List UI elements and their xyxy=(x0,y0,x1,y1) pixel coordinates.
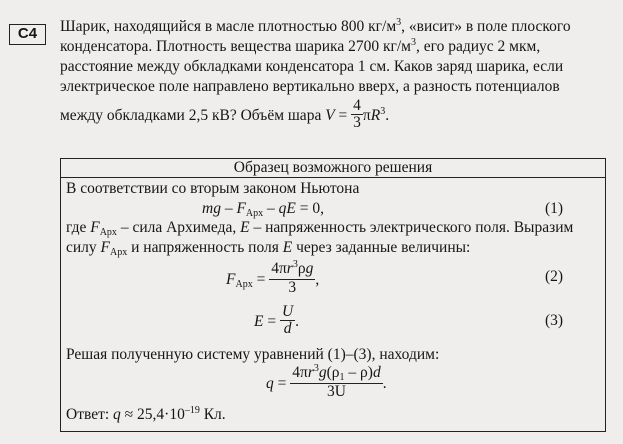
equation-3-number: (3) xyxy=(545,312,564,329)
solution-line-4: Решая полученную систему уравнений (1)–(3), находим: xyxy=(66,346,440,363)
solution-header-divider xyxy=(60,177,606,178)
volume-fraction: $\frac{4}{3}$ xyxy=(353,97,361,131)
equation-2-fraction: $\frac{4\pi r^3\rho g}{3}$ xyxy=(271,259,314,296)
equation-1: mg – $F_{Арх}$ – qE = 0, xyxy=(202,200,324,219)
problem-line-4: электрическое поле направлено вертикально вверх, а разность потенциалов xyxy=(60,78,560,95)
problem-line-1: Шарик, находящийся в масле плотностью 800 $кг/м^3$, «висит» в поле плоского xyxy=(60,17,571,35)
problem-label: C4 xyxy=(9,24,46,45)
equation-2: $F_{Арх}$ = $\frac{4\pi r^3\rho g}{3}$ , xyxy=(226,259,320,296)
problem-line-2: конденсатора. Плотность вещества шарика 2700 $кг/м^3$, его радиус 2 мкм, xyxy=(60,37,541,55)
solution-line-3: силу $F_{Арх}$ и напряженность поля E через заданные величины: xyxy=(66,239,471,258)
solution-line-1: В соответствии со вторым законом Ньютона xyxy=(66,180,360,197)
equation-4: q = $\frac{4\pi r^3g(\rho_1 - \rho)d}{3U}$ . xyxy=(266,363,387,400)
problem-line-5: между обкладками 2,5 кВ? Объём шара V = $\frac{4}{3}$ $\pi R^3$. xyxy=(60,97,390,131)
equation-4-fraction: $\frac{4\pi r^3g(\rho_1 - \rho)d}{3U}$ xyxy=(292,363,381,400)
problem-line-3: расстояние между обкладками конденсатора 1 см. Каков заряд шарика, если xyxy=(60,58,564,75)
equation-3: E = $\frac{U}{d}$ . xyxy=(254,303,300,337)
equation-3-fraction: $\frac{U}{d}$ xyxy=(281,303,294,337)
equation-1-number: (1) xyxy=(545,200,564,217)
equation-2-number: (2) xyxy=(545,268,564,285)
solution-header: Образец возможного решения xyxy=(233,159,433,176)
solution-line-2: где $F_{Арх}$ – сила Архимеда, E – напряженность электрического поля. Выразим xyxy=(66,219,574,238)
answer-line: Ответ: $q \approx 25,4\cdot 10^{-19}$ Кл. xyxy=(66,405,226,423)
